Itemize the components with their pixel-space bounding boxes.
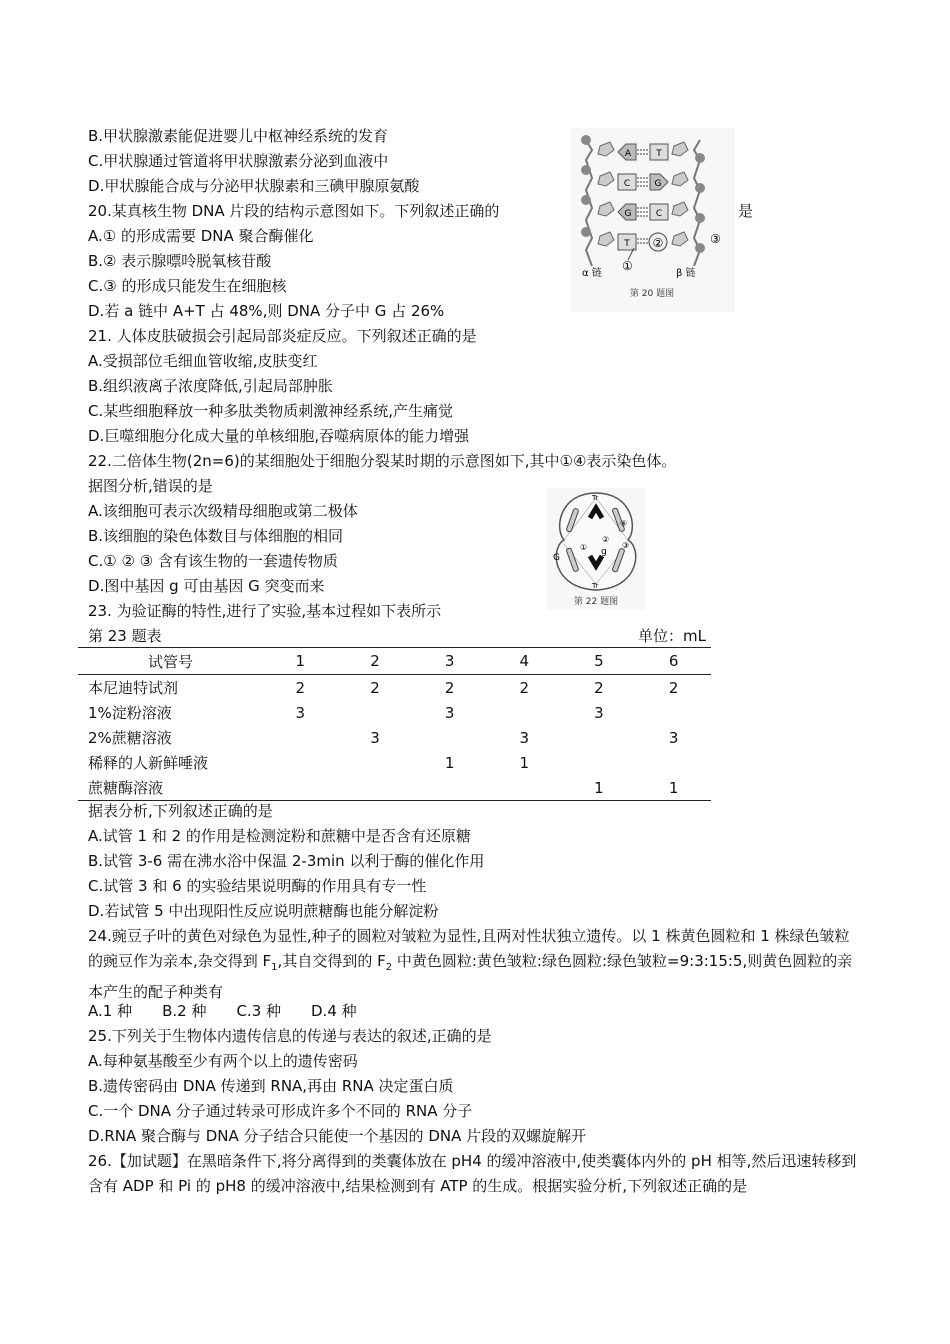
q20-option-b: B.② 表示腺嘌呤脱氧核苷酸 xyxy=(88,252,272,270)
q25-option-b: B.遗传密码由 DNA 传递到 RNA,再由 RNA 决定蛋白质 xyxy=(88,1077,454,1095)
q20-option-a: A.① 的形成需要 DNA 聚合酶催化 xyxy=(88,227,314,245)
table-cell: 2 xyxy=(295,678,306,697)
table-row xyxy=(78,750,711,775)
table-header-cell: 5 xyxy=(562,648,637,675)
table-cell xyxy=(412,725,487,750)
base-label: T xyxy=(624,239,630,249)
table-cell: 1 xyxy=(444,753,455,772)
phosphate-circle xyxy=(581,227,591,237)
q26-stem: 26.【加试题】在黑暗条件下,将分离得到的类囊体放在 pH4 的缓冲溶液中,使类囊体内外的 pH 相等,然后迅速转移到含有 ADP 和 Pi 的 pH8 的缓冲溶液中,结果检测到有 ATP 的生成。根据实验分析,下列叙述正确的是 xyxy=(88,1152,857,1195)
q20-stem-tail: 是 xyxy=(738,202,754,220)
table-cell: 2 xyxy=(519,678,530,697)
q20-stem: 20.某真核生物 DNA 片段的结构示意图如下。下列叙述正确的 xyxy=(88,202,500,220)
table-cell xyxy=(636,700,711,725)
q25-stem: 25.下列关于生物体内遗传信息的传递与表达的叙述,正确的是 xyxy=(88,1027,492,1045)
q19-option-b: B.甲状腺激素能促进婴儿中枢神经系统的发育 xyxy=(88,127,389,145)
table-header-cell: 1 xyxy=(263,648,338,675)
q22-option-a: A.该细胞可表示次级精母细胞或第二极体 xyxy=(88,502,358,520)
table-cell: 3 xyxy=(295,703,306,722)
q25-option-a: A.每种氨基酸至少有两个以上的遗传密码 xyxy=(88,1052,358,1070)
q23-stem: 23. 为验证酶的特性,进行了实验,基本过程如下表所示 xyxy=(88,602,442,620)
q24-stem-part2: ,其自交得到的 F xyxy=(277,952,386,970)
q20-option-d: D.若 a 链中 A+T 占 48%,则 DNA 分子中 G 占 26% xyxy=(88,302,445,320)
table-cell xyxy=(338,700,413,725)
gene-g-label: g xyxy=(601,547,607,557)
phosphate-circle xyxy=(695,183,705,193)
q23-table-unit: 单位：mL xyxy=(638,627,706,645)
table-cell xyxy=(487,775,562,801)
table-cell xyxy=(338,775,413,801)
table-cell xyxy=(263,775,338,801)
q22-option-d: D.图中基因 g 可由基因 G 突变而来 xyxy=(88,577,325,595)
chromosome-4-label: ④ xyxy=(620,519,628,528)
marker-3-label: ③ xyxy=(710,232,721,246)
table-header-cell: 4 xyxy=(487,648,562,675)
q23-option-c: C.试管 3 和 6 的实验结果说明酶的作用具有专一性 xyxy=(88,877,427,895)
q23-option-d: D.若试管 5 中出现阳性反应说明蔗糖酶也能分解淀粉 xyxy=(88,902,439,920)
table-cell xyxy=(636,750,711,775)
table-cell: 3 xyxy=(519,728,530,747)
table-header-row xyxy=(78,648,711,675)
table-header-cell: 2 xyxy=(338,648,413,675)
q19-option-c: C.甲状腺通过管道将甲状腺激素分泌到血液中 xyxy=(88,152,389,170)
chromosome-2-label: ② xyxy=(602,535,610,544)
alpha-chain-label: α 链 xyxy=(582,268,602,279)
bottom-pole-label: Tr xyxy=(592,582,599,590)
figure-22-caption: 第 22 题图 xyxy=(573,597,619,607)
q24-sub-1: 1 xyxy=(271,962,278,973)
q23-option-b: B.试管 3-6 需在沸水浴中保温 2-3min 以利于酶的催化作用 xyxy=(88,852,485,870)
table-cell xyxy=(338,750,413,775)
table-cell: 1 xyxy=(562,775,637,801)
base-label: G xyxy=(624,209,632,219)
table-row-label: 1%淀粉溶液 xyxy=(88,704,172,722)
q22-stem: 22.二倍体生物(2n=6)的某细胞处于细胞分裂某时期的示意图如下,其中①④表示染色体。 xyxy=(88,452,677,470)
q24-options: A.1 种 B.2 种 C.3 种 D.4 种 xyxy=(88,1002,357,1020)
base-label: G xyxy=(654,179,662,189)
phosphate-circle xyxy=(695,243,705,253)
q25-option-d: D.RNA 聚合酶与 DNA 分子结合只能使一个基因的 DNA 片段的双螺旋解开 xyxy=(88,1127,587,1145)
q21-option-a: A.受损部位毛细血管收缩,皮肤变红 xyxy=(88,352,318,370)
table-cell: 1 xyxy=(636,775,711,801)
table-cell xyxy=(562,750,637,775)
base-label: A xyxy=(624,149,632,159)
chromosome-1-label: ① xyxy=(580,543,588,552)
q24-stem-part1: 24.豌豆子叶的黄色对绿色为显性,种子的圆粒对皱粒为显性,且两对性状独立遗传。以 1 株黄色圆粒和 1 株绿色皱粒的豌豆作为亲本,杂交得到 F xyxy=(88,927,850,970)
q21-option-d: D.巨噬细胞分化成大量的单核细胞,吞噬病原体的能力增强 xyxy=(88,427,470,445)
q24-stem xyxy=(88,924,863,1005)
q24-stem-part3: 中黄色圆粒:黄色皱粒:绿色圆粒:绿色皱粒=9:3:15:5,则黄色圆粒的亲本产生的配子种类有 xyxy=(88,952,853,1001)
q19-option-d: D.甲状腺能合成与分泌甲状腺素和三碘甲腺原氨酸 xyxy=(88,177,420,195)
phosphate-circle xyxy=(581,165,591,175)
base-label: C xyxy=(623,179,631,189)
q22-option-b: B.该细胞的染色体数目与体细胞的相同 xyxy=(88,527,344,545)
beta-chain-label: β 链 xyxy=(676,268,696,279)
table-row-label: 本尼迪特试剂 xyxy=(88,679,179,697)
top-pole-label: Tr xyxy=(592,494,599,502)
phosphate-circle xyxy=(695,153,705,163)
q22-stem-line2: 据图分析,错误的是 xyxy=(88,477,213,495)
base-label: C xyxy=(655,209,663,219)
table-cell: 2 xyxy=(444,678,455,697)
phosphate-circle xyxy=(581,135,591,145)
table-cell xyxy=(562,725,637,750)
table-row-label: 稀释的人新鲜唾液 xyxy=(88,754,209,772)
q23-table-caption: 第 23 题表 xyxy=(88,627,162,645)
q23-option-a: A.试管 1 和 2 的作用是检测淀粉和蔗糖中是否含有还原糖 xyxy=(88,827,471,845)
marker-2-label: ② xyxy=(652,236,664,250)
q22-option-c: C.① ② ③ 含有该生物的一套遗传物质 xyxy=(88,552,338,570)
q21-stem: 21. 人体皮肤破损会引起局部炎症反应。下列叙述正确的是 xyxy=(88,327,477,345)
table-cell: 3 xyxy=(444,703,455,722)
table-cell: 3 xyxy=(668,728,679,747)
table-cell: 2 xyxy=(668,678,679,697)
q20-option-c: C.③ 的形成只能发生在细胞核 xyxy=(88,277,287,295)
table-row-label: 2%蔗糖溶液 xyxy=(88,729,172,747)
table-header-cell: 3 xyxy=(412,648,487,675)
table-cell: 3 xyxy=(594,703,604,722)
q25-option-c: C.一个 DNA 分子通过转录可形成许多个不同的 RNA 分子 xyxy=(88,1102,473,1120)
table-cell xyxy=(263,725,338,750)
phosphate-circle xyxy=(581,195,591,205)
table-cell xyxy=(263,750,338,775)
base-label: T xyxy=(656,149,662,159)
table-row xyxy=(78,725,711,750)
chromosome-3-label: ③ xyxy=(622,541,630,550)
table-row xyxy=(78,700,711,725)
q23-table xyxy=(78,647,711,801)
q21-option-b: B.组织液离子浓度降低,引起局部肿胀 xyxy=(88,377,333,395)
table-cell: 2 xyxy=(370,678,380,697)
table-cell: 2 xyxy=(594,678,604,697)
table-row-label: 蔗糖酶溶液 xyxy=(78,775,263,801)
q21-option-c: C.某些细胞释放一种多肽类物质刺激神经系统,产生痛觉 xyxy=(88,402,454,420)
cell-division-figure xyxy=(546,488,646,610)
table-header-cell: 6 xyxy=(636,648,711,675)
marker-1-label: ① xyxy=(622,259,633,273)
gene-G-label: G xyxy=(553,553,560,563)
q23-after-table: 据表分析,下列叙述正确的是 xyxy=(88,802,273,820)
dna-fragment-figure xyxy=(570,128,735,312)
table-row xyxy=(78,675,711,701)
table-cell xyxy=(412,775,487,801)
table-cell: 3 xyxy=(370,728,380,747)
table-header-cell: 试管号 xyxy=(78,648,263,675)
figure-20-caption: 第 20 题图 xyxy=(629,289,675,299)
phosphate-circle xyxy=(695,213,705,223)
table-row xyxy=(78,775,711,801)
q24-sub-2: 2 xyxy=(385,962,393,973)
table-cell xyxy=(487,700,562,725)
table-cell: 1 xyxy=(519,753,530,772)
